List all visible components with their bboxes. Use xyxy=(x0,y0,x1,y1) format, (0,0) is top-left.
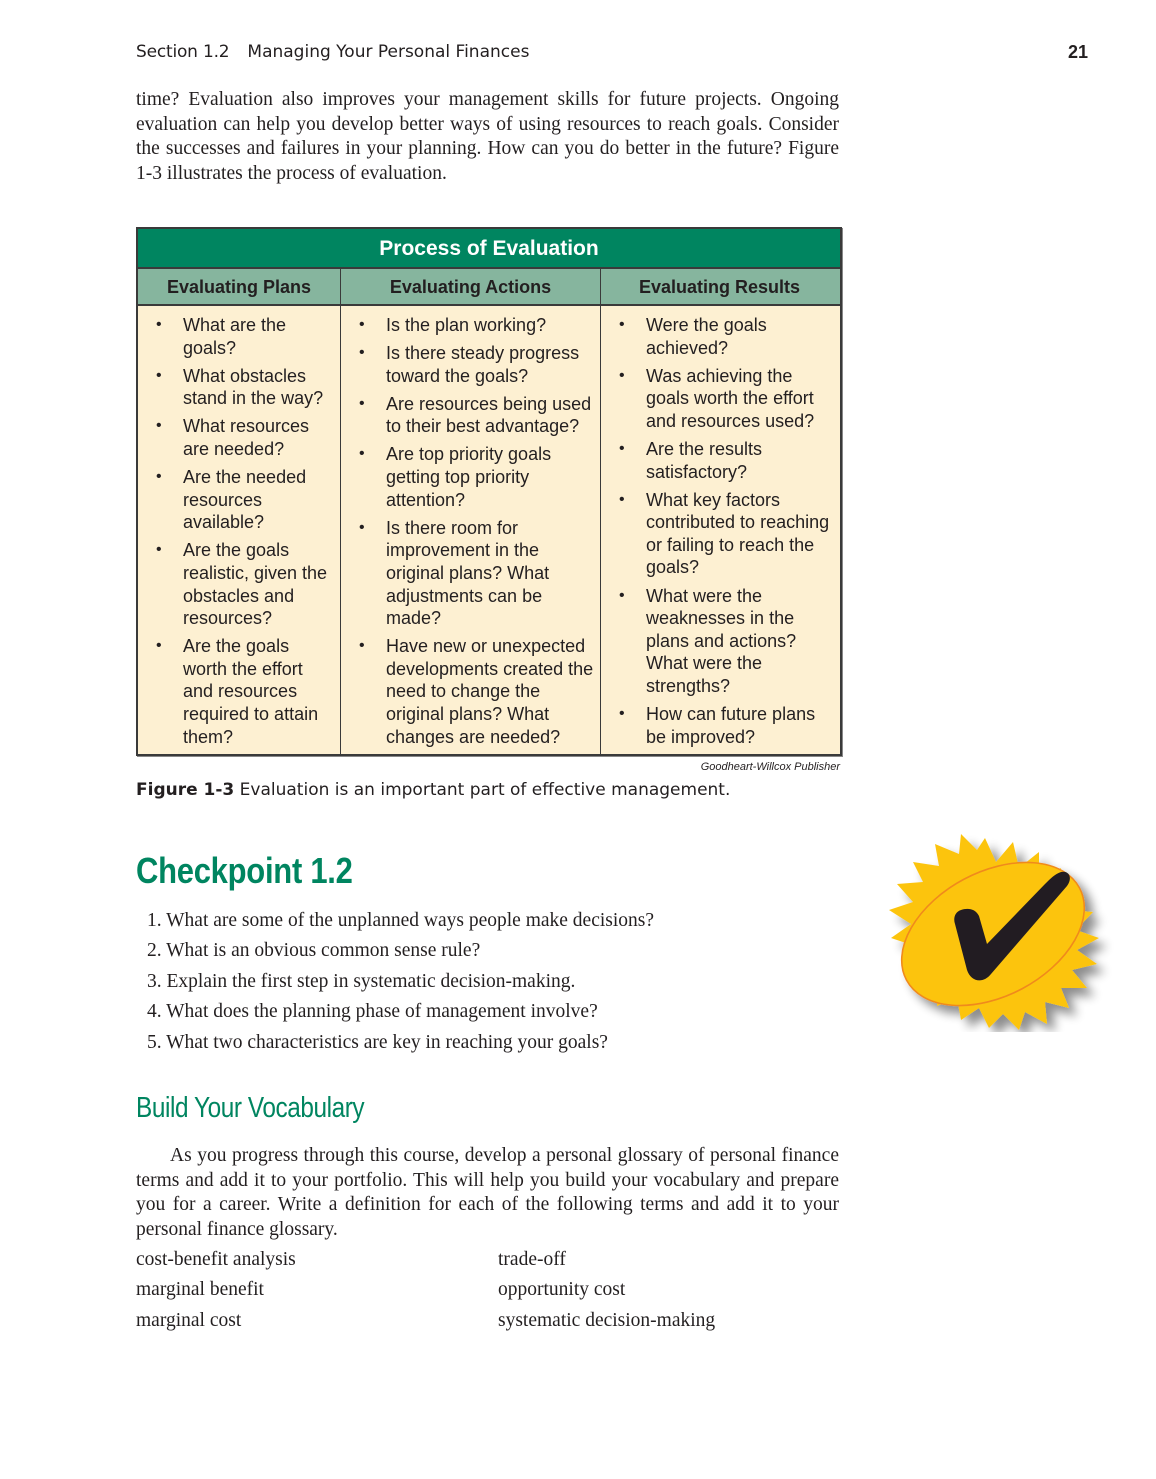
page-number: 21 xyxy=(1067,42,1088,62)
bullet-icon: • xyxy=(156,366,162,384)
header-evaluating-plans: Evaluating Plans xyxy=(138,269,341,304)
figure-label: Figure 1-3 xyxy=(136,780,235,800)
checkpoint-heading: Checkpoint 1.2 xyxy=(136,850,353,891)
header-evaluating-results: Evaluating Results xyxy=(638,277,801,297)
table-title: Process of Evaluation xyxy=(138,229,840,269)
chapter-title: Managing Your Personal Finances xyxy=(247,42,530,62)
bullet-icon: • xyxy=(619,366,625,384)
column-evaluating-actions xyxy=(341,306,601,754)
list-item: • What were the weaknesses in the plans and actions? What were the strengths? xyxy=(619,585,797,696)
bullet-icon: • xyxy=(156,468,162,486)
bullet-icon: • xyxy=(156,417,162,435)
vocab-term: opportunity cost xyxy=(498,1279,626,1301)
intro-paragraph: time? Evaluation also improves your management skills for future projects. Ongoing evaluation can help you develop better ways of using resources to reach goals. Consider the successes and failures in your planning. How can you do better in the future? Figure 1-3 illustrates the process of evaluation. xyxy=(136,89,839,184)
vocab-term: marginal benefit xyxy=(136,1279,264,1301)
figure-caption xyxy=(136,780,730,800)
section-number: Section 1.2 xyxy=(136,42,230,62)
question-item: 5. What two characteristics are key in reaching your goals? xyxy=(147,1031,608,1053)
bullet-icon: • xyxy=(359,518,365,536)
bullet-icon: • xyxy=(619,490,625,508)
question-item: 2. What is an obvious common sense rule? xyxy=(147,940,481,962)
question-item: 1. What are some of the unplanned ways people make decisions? xyxy=(147,910,655,931)
question-item: 4. What does the planning phase of management involve? xyxy=(147,1001,598,1023)
running-header xyxy=(136,42,1088,62)
list-item: • Is there room for improvement in the original plans? What adjustments can be made? xyxy=(359,517,550,629)
vocab-term: systematic decision-making xyxy=(498,1309,716,1331)
list-item: • Are the goals worth the effort and resources required to attain them? xyxy=(156,636,319,747)
list-item: • Are resources being used to their best advantage? xyxy=(359,393,592,437)
figure-credit: Goodheart-Willcox Publisher xyxy=(700,761,840,773)
bullet-icon: • xyxy=(619,586,625,604)
list-item: • Was achieving the goals worth the effort and resources used? xyxy=(619,365,815,431)
vocabulary-heading: Build Your Vocabulary xyxy=(136,1092,365,1124)
bullet-icon: • xyxy=(619,705,625,722)
question-item: 3. Explain the first step in systematic decision-making. xyxy=(147,970,576,992)
list-item: • Are the needed resources available? xyxy=(156,467,307,533)
bullet-icon: • xyxy=(156,637,162,655)
bullet-icon: • xyxy=(619,439,625,457)
list-item: • Are top priority goals getting top priority attention? xyxy=(359,444,552,510)
bullet-icon: • xyxy=(619,316,625,333)
bullet-icon: • xyxy=(359,394,365,412)
list-item: • What resources are needed? xyxy=(156,416,310,459)
list-item: • Have new or unexpected developments created the need to change the original plans? What changes are needed? xyxy=(359,636,594,747)
bullet-icon: • xyxy=(156,541,162,559)
list-item: • Is there steady progress toward the goals? xyxy=(359,343,580,386)
bullet-icon: • xyxy=(359,344,365,362)
checkpoint-questions xyxy=(147,906,654,1058)
checkmark-starburst-icon xyxy=(855,832,1125,1032)
bullet-icon: • xyxy=(359,637,365,655)
caption-text: Evaluation is an important part of effective management. xyxy=(234,780,731,800)
list-item: • Are the results satisfactory? xyxy=(619,438,763,482)
bullet-icon: • xyxy=(359,316,365,333)
vocabulary-paragraph: As you progress through this course, develop a personal glossary of personal finance terms and add it to your portfolio. This will help you build your vocabulary and prepare you for a career. Write a definition for each of the following terms and add it to your personal finance glossary. xyxy=(136,1145,839,1240)
evaluation-table xyxy=(136,227,842,756)
list-item: • Are the goals realistic, given the obstacles and resources? xyxy=(156,540,328,629)
vocabulary-terms xyxy=(136,1245,839,1336)
list-item: • What key factors contributed to reaching or failing to reach the goals? xyxy=(619,489,830,578)
column-evaluating-results xyxy=(601,306,838,754)
list-item: • Were the goals achieved? xyxy=(619,315,767,358)
header-evaluating-actions: Evaluating Actions xyxy=(341,269,601,304)
list-item: • Is the plan working? xyxy=(359,315,547,335)
vocab-term: cost-benefit analysis xyxy=(136,1249,296,1270)
list-item: • What are the goals? xyxy=(156,315,287,358)
vocab-term: marginal cost xyxy=(136,1309,242,1331)
list-item: • What obstacles stand in the way? xyxy=(156,365,324,409)
column-evaluating-plans xyxy=(138,306,341,754)
table-header-row xyxy=(138,269,840,306)
bullet-icon: • xyxy=(359,445,365,463)
table-body xyxy=(138,306,840,754)
list-item: • How can future plans be improved? xyxy=(619,704,816,747)
bullet-icon: • xyxy=(156,316,162,333)
vocab-term: trade-off xyxy=(498,1249,566,1270)
